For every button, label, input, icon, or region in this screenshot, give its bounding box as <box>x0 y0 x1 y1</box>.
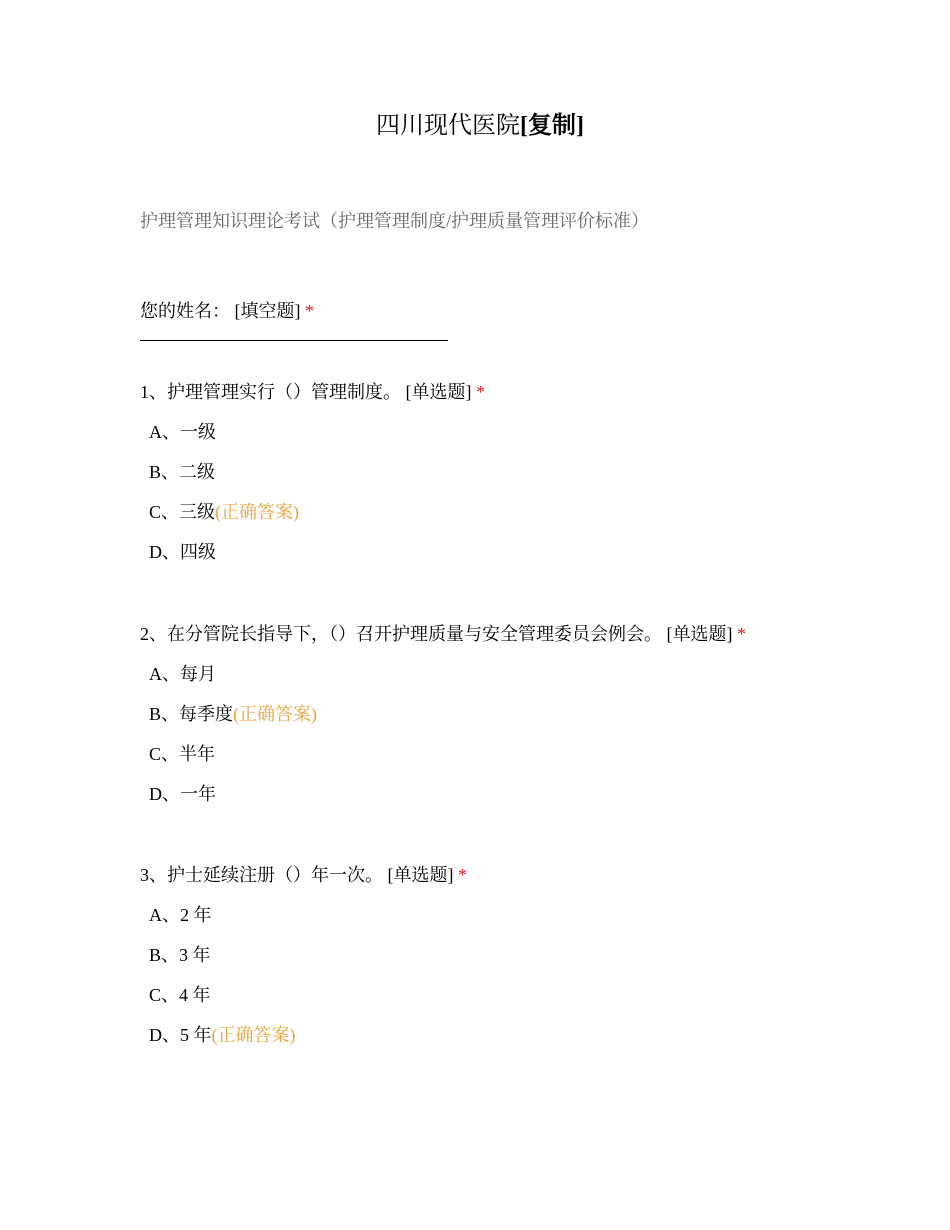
option-label: C、半年 <box>149 744 216 764</box>
option-b[interactable] <box>149 701 746 741</box>
option-label: D、四级 <box>149 542 216 562</box>
question-stem: 2、在分管院长指导下，（）召开护理质量与安全管理委员会例会。 <box>140 624 662 644</box>
question-2 <box>140 621 746 821</box>
option-label: D、一年 <box>149 784 216 804</box>
option-a[interactable] <box>149 419 485 459</box>
name-question-text <box>140 298 448 324</box>
option-d[interactable] <box>149 1022 467 1062</box>
option-label: A、2 年 <box>149 905 212 925</box>
option-d[interactable] <box>149 781 746 821</box>
option-c[interactable] <box>149 982 467 1022</box>
name-fill-line[interactable] <box>140 340 448 341</box>
question-type: [填空题] <box>234 301 301 321</box>
question-type: [单选题] <box>405 382 472 402</box>
option-a[interactable] <box>149 902 467 942</box>
question-text <box>140 621 746 647</box>
option-b[interactable] <box>149 942 467 982</box>
option-label: C、4 年 <box>149 985 211 1005</box>
question-1 <box>140 379 485 579</box>
option-label: A、一级 <box>149 422 216 442</box>
name-question <box>140 298 448 341</box>
option-label: A、每月 <box>149 664 216 684</box>
option-list <box>140 902 467 1062</box>
correct-answer-note: (正确答案) <box>211 1025 296 1045</box>
option-label: B、3 年 <box>149 945 211 965</box>
correct-answer-note: (正确答案) <box>233 704 318 724</box>
question-type: [单选题] <box>666 624 733 644</box>
option-label: B、二级 <box>149 462 216 482</box>
option-b[interactable] <box>149 459 485 499</box>
option-list <box>140 661 746 821</box>
question-text <box>140 379 485 405</box>
question-text <box>140 862 467 888</box>
correct-answer-note: (正确答案) <box>215 502 300 522</box>
required-mark: * <box>737 624 746 644</box>
required-mark: * <box>458 865 467 885</box>
option-list <box>140 419 485 579</box>
option-label: C、三级 <box>149 502 216 522</box>
option-label: D、5 年 <box>149 1025 212 1045</box>
title-main: 四川现代医院 <box>376 113 520 139</box>
title-bracket: [复制] <box>520 113 584 139</box>
question-type: [单选题] <box>387 865 454 885</box>
option-c[interactable] <box>149 499 485 539</box>
required-mark: * <box>476 382 485 402</box>
required-mark: * <box>305 301 314 321</box>
option-c[interactable] <box>149 741 746 781</box>
option-d[interactable] <box>149 539 485 579</box>
name-question-label: 您的姓名： <box>140 301 230 321</box>
question-stem: 3、护士延续注册（）年一次。 <box>140 865 383 885</box>
question-3 <box>140 862 467 1062</box>
page-title <box>0 110 950 142</box>
survey-subtitle: 护理管理知识理论考试（护理管理制度/护理质量管理评价标准） <box>140 211 649 231</box>
option-a[interactable] <box>149 661 746 701</box>
question-stem: 1、护理管理实行（）管理制度。 <box>140 382 401 402</box>
option-label: B、每季度 <box>149 704 234 724</box>
